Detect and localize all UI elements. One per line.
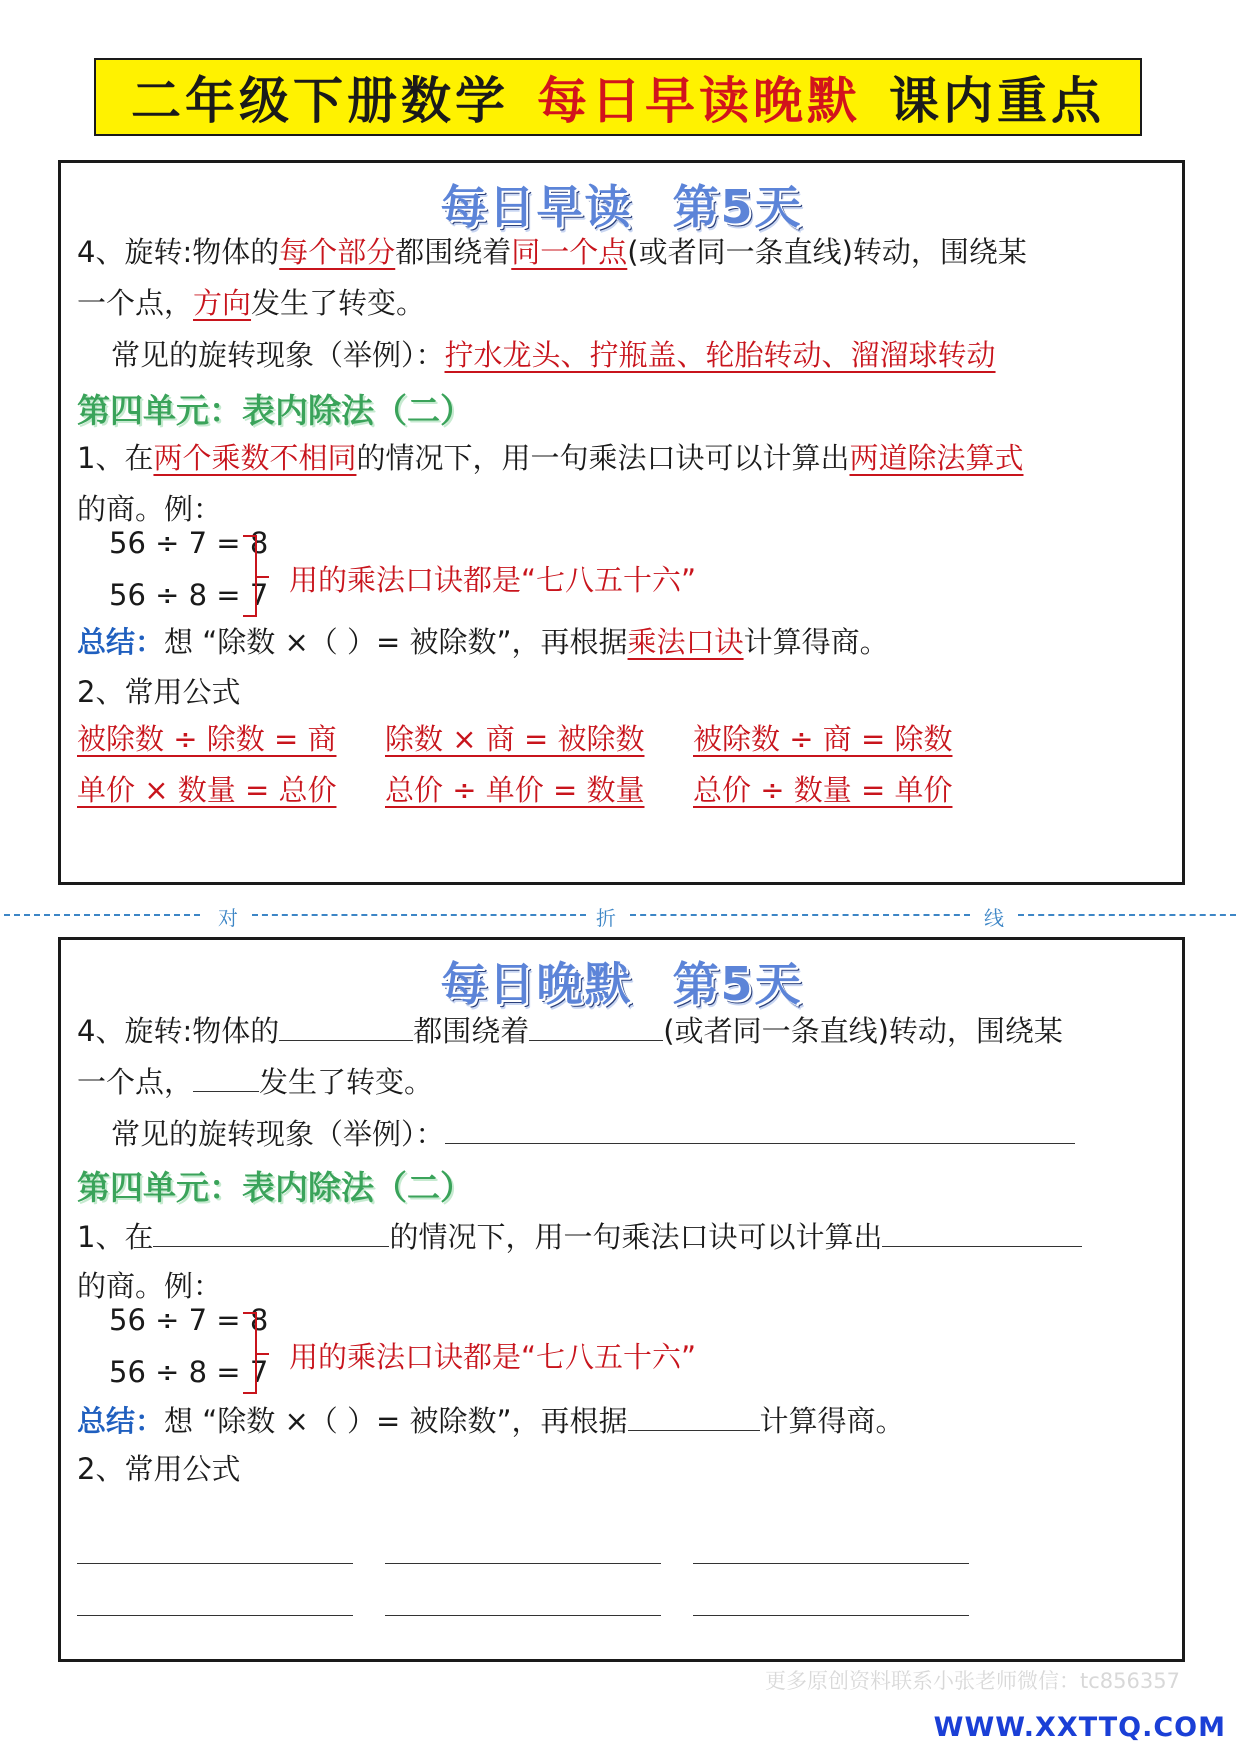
card-day: 第5天: [672, 180, 803, 234]
division-line-2: 的商。例：: [77, 1269, 223, 1303]
formulas-heading: 2、常用公式: [77, 1452, 241, 1486]
banner-title: 每日早读晚默: [537, 72, 861, 130]
division-mid: 的情况下，用一句乘法口诀可以计算出: [356, 441, 850, 475]
answer-two-divisions: 两道除法算式: [849, 441, 1024, 475]
fill-blank[interactable]: [628, 1400, 760, 1431]
fold-dash: [630, 914, 970, 916]
answer-examples: 拧水龙头、拧瓶盖、轮胎转动、溜溜球转动: [444, 338, 996, 372]
formula-row-2: [77, 768, 1167, 812]
rotation-suffix: (或者同一条直线)转动，围绕某: [663, 1014, 1063, 1048]
division-line-1: [77, 1216, 1082, 1256]
formula-blank[interactable]: [693, 1563, 969, 1564]
watermark-text: 更多原创资料联系小张老师微信：tc856357: [765, 1669, 1180, 1693]
fill-blank[interactable]: [279, 1010, 413, 1041]
formula-item: 被除数 ÷ 除数 = 商: [77, 722, 337, 756]
fill-blank[interactable]: [529, 1010, 663, 1041]
answer-direction: 方向: [193, 286, 252, 320]
summary-text-1: 想 “除数 ×（ ）= 被除数”，再根据: [164, 1404, 628, 1438]
brace-note: 用的乘法口诀都是“七八五十六”: [289, 1340, 697, 1374]
rotation2-suffix: 发生了转变。: [251, 286, 426, 320]
brace-note: 用的乘法口诀都是“七八五十六”: [289, 563, 697, 597]
rotation2-suffix: 发生了转变。: [259, 1065, 434, 1099]
fill-blank[interactable]: [445, 1113, 1075, 1144]
equation-1: 56 ÷ 7 = 8: [109, 526, 269, 560]
formula-item: 总价 ÷ 单价 = 数量: [385, 773, 645, 807]
card-day: 第5天: [672, 957, 803, 1011]
card-title: [61, 948, 1182, 1014]
fold-char: 对: [218, 906, 238, 930]
fold-dash: [4, 914, 200, 916]
answer-factors-differ: 两个乘数不相同: [153, 441, 357, 475]
banner-focus: 课内重点: [889, 72, 1105, 130]
rotation-line-1: [77, 233, 1027, 271]
unit-heading: 第四单元：表内除法（二）: [77, 1168, 473, 1207]
equation-2: 56 ÷ 8 = 7: [109, 578, 269, 612]
fold-char: 折: [596, 906, 616, 930]
rotation-line-2: [77, 284, 425, 322]
division-mid: 的情况下，用一句乘法口诀可以计算出: [389, 1220, 883, 1254]
fill-blank[interactable]: [882, 1216, 1082, 1247]
page-banner: [94, 58, 1142, 136]
banner-grade: 二年级下册数学: [131, 72, 509, 130]
answer-each-part: 每个部分: [279, 235, 396, 269]
morning-reading-card: [58, 160, 1185, 885]
examples-label: 常见的旋转现象（举例）：: [111, 1117, 445, 1151]
summary-text-2: 计算得商。: [759, 1404, 905, 1438]
fill-blank[interactable]: [153, 1216, 389, 1247]
rotation-line-1: [77, 1010, 1063, 1050]
formula-blank[interactable]: [693, 1615, 969, 1616]
summary-line: [77, 623, 889, 661]
fill-blank[interactable]: [193, 1061, 259, 1092]
card-title-text: 每日早读: [440, 180, 633, 234]
rotation-line-2: [77, 1061, 433, 1101]
division-line-2: 的商。例：: [77, 492, 223, 526]
answer-multiplication-rhyme: 乘法口诀: [627, 625, 744, 659]
fold-char: 线: [984, 906, 1004, 930]
card-title: [61, 171, 1182, 237]
summary-text-1: 想 “除数 ×（ ）= 被除数”，再根据: [164, 625, 628, 659]
division-prefix: 1、在: [77, 441, 154, 475]
rotation2-prefix: 一个点，: [77, 1065, 194, 1099]
brace-shape: [243, 1312, 257, 1394]
formula-blank[interactable]: [385, 1563, 661, 1564]
formula-item: 除数 × 商 = 被除数: [385, 722, 645, 756]
examples-line: [111, 336, 996, 374]
summary-label: 总结：: [77, 1404, 165, 1438]
rotation-mid: 都围绕着: [395, 235, 512, 269]
formula-item: 被除数 ÷ 商 = 除数: [693, 722, 953, 756]
formula-row-1: [77, 717, 1167, 761]
fold-line: [0, 902, 1240, 932]
equation-1: 56 ÷ 7 = 8: [109, 1303, 269, 1337]
fold-dash: [1018, 914, 1236, 916]
rotation2-prefix: 一个点，: [77, 286, 194, 320]
equation-2: 56 ÷ 8 = 7: [109, 1355, 269, 1389]
rotation-prefix: 4、旋转:物体的: [77, 1014, 280, 1048]
card-title-text: 每日晚默: [440, 957, 633, 1011]
formula-item: 单价 × 数量 = 总价: [77, 773, 337, 807]
site-url[interactable]: WWW.XXTTQ.COM: [933, 1712, 1226, 1743]
unit-heading: 第四单元：表内除法（二）: [77, 391, 473, 430]
formulas-heading: 2、常用公式: [77, 675, 241, 709]
summary-text-2: 计算得商。: [743, 625, 889, 659]
brace-shape: [243, 535, 257, 617]
formula-blank[interactable]: [77, 1563, 353, 1564]
formula-blank[interactable]: [77, 1615, 353, 1616]
summary-label: 总结：: [77, 625, 165, 659]
examples-label: 常见的旋转现象（举例）：: [111, 338, 445, 372]
rotation-suffix: (或者同一条直线)转动，围绕某: [627, 235, 1027, 269]
summary-line: [77, 1400, 905, 1440]
division-line-1: [77, 439, 1024, 477]
evening-recall-card: [58, 937, 1185, 1662]
rotation-mid: 都围绕着: [413, 1014, 530, 1048]
rotation-prefix: 4、旋转:物体的: [77, 235, 280, 269]
formula-blank[interactable]: [385, 1615, 661, 1616]
fold-dash: [252, 914, 586, 916]
answer-same-point: 同一个点: [511, 235, 628, 269]
division-prefix: 1、在: [77, 1220, 154, 1254]
formula-item: 总价 ÷ 数量 = 单价: [693, 773, 953, 807]
examples-line: [111, 1113, 1075, 1153]
